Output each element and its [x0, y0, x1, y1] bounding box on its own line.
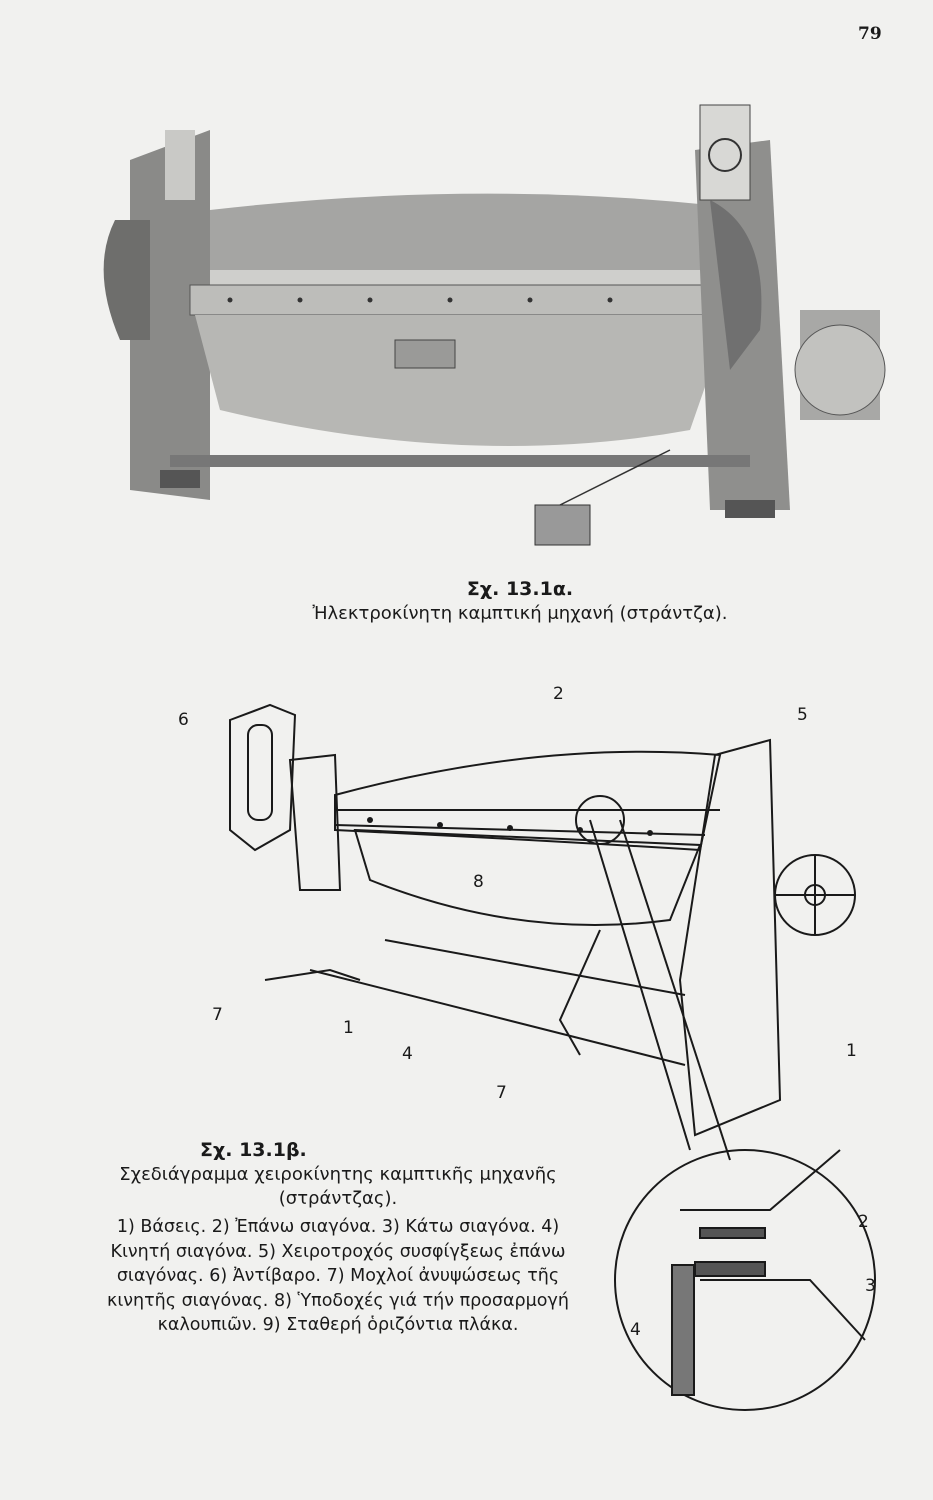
figure-b-caption — [88, 1163, 588, 1211]
callout-6: 6 — [178, 710, 189, 730]
callout-7-left: 7 — [212, 1005, 223, 1025]
figure-b-legend — [88, 1215, 588, 1338]
callout-4-detail: 4 — [630, 1320, 641, 1340]
figure-b-caption-line1: Σχεδιάγραμμα χειροκίνητης καμπτικῆς μηχανῆς — [119, 1164, 557, 1185]
page-number: 79 — [858, 24, 882, 44]
legend-item-8: 8) Ὑποδοχές γιά τήν προσαρμογή καλουπιῶν. — [157, 1290, 569, 1335]
legend-item-3: 3) Κάτω σιαγόνα. — [381, 1217, 536, 1237]
callout-5: 5 — [797, 705, 808, 725]
legend-item-5: 5) Χειροτροχός συσφίγξεως ἐπάνω σιαγόνας. — [116, 1241, 566, 1286]
legend-item-6: 6) Ἀντίβαρο. — [209, 1266, 321, 1286]
legend-item-4: 4) Κινητή σιαγόνα. — [110, 1217, 560, 1262]
callout-1-right: 1 — [846, 1041, 857, 1061]
callout-2-detail: 2 — [858, 1212, 869, 1232]
figure-a-caption: Ἠλεκτροκίνητη καμπτική μηχανή (στράντζα). — [312, 603, 728, 624]
callout-1-left: 1 — [343, 1018, 354, 1038]
legend-item-1: 1) Βάσεις. — [116, 1217, 207, 1237]
legend-item-7: 7) Μοχλοί ἀνυψώσεως τῆς κινητῆς σιαγόνας. — [107, 1266, 560, 1311]
legend-item-2: 2) Ἐπάνω σιαγόνα. — [211, 1217, 377, 1237]
callout-3-detail: 3 — [865, 1276, 876, 1296]
callout-4: 4 — [402, 1044, 413, 1064]
figure-b-title: Σχ. 13.1β. — [200, 1139, 307, 1161]
callout-8: 8 — [473, 872, 484, 892]
photo-powered-bending-machine — [70, 70, 900, 570]
callout-7-right: 7 — [496, 1083, 507, 1103]
legend-item-9: 9) Σταθερή ὁριζόντια πλάκα. — [262, 1315, 519, 1335]
figure-b-caption-line2: (στράντζας). — [278, 1188, 398, 1209]
callout-2-top: 2 — [553, 684, 564, 704]
figure-a-title: Σχ. 13.1α. — [466, 578, 574, 600]
